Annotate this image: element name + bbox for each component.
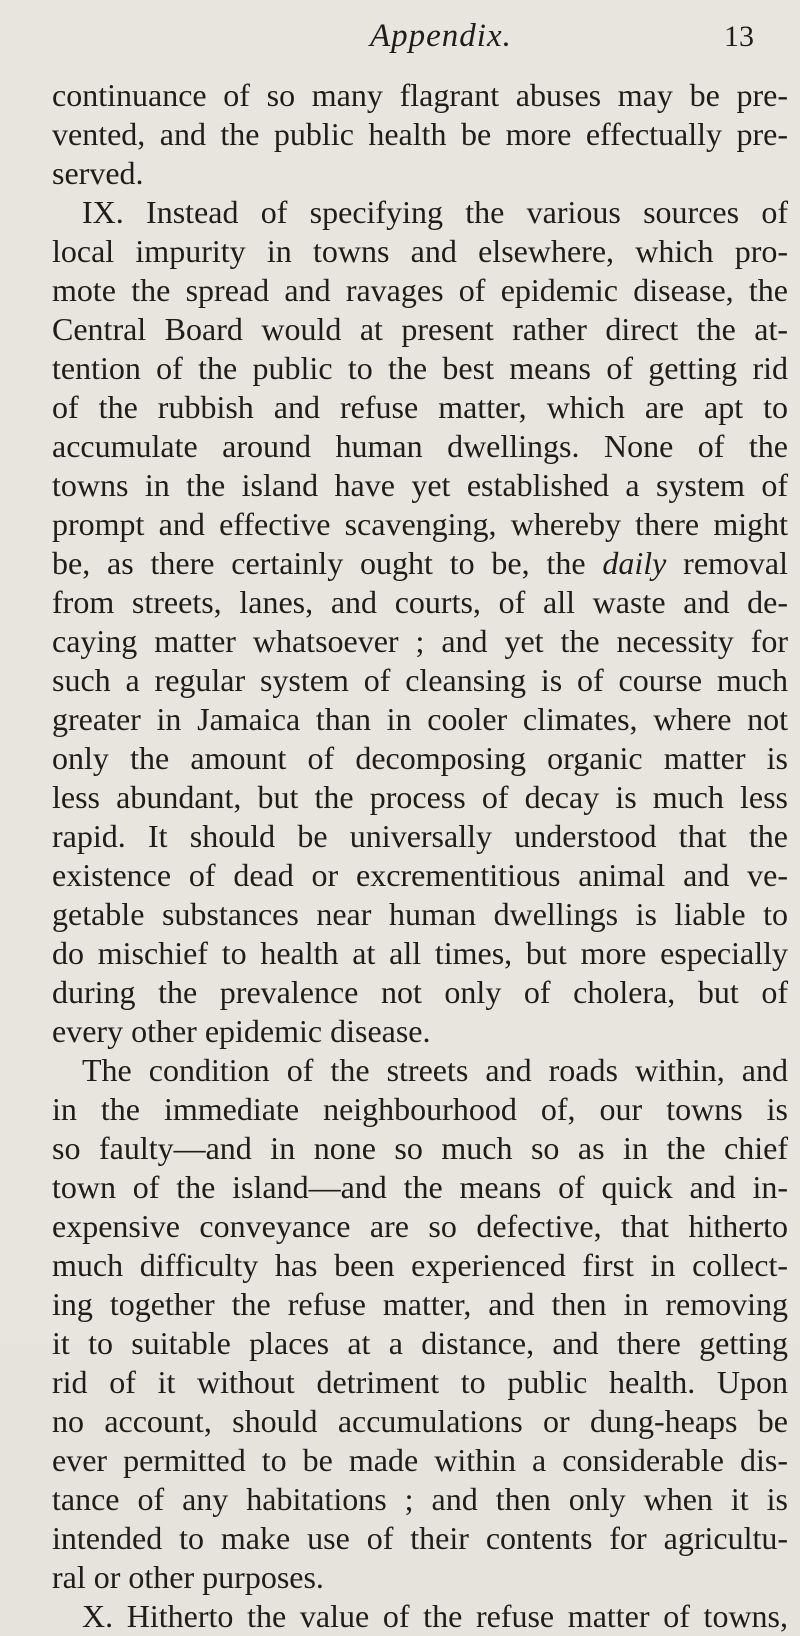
text-line: town of the island—and the means of quick and in- — [52, 1169, 788, 1205]
text-line: X. Hitherto the value of the refuse matter of towns, — [82, 1598, 788, 1634]
text-line: ral or other purposes. — [52, 1559, 324, 1595]
text-line: ing together the refuse matter, and then in removing — [52, 1286, 788, 1322]
text-line: such a regular system of cleansing is of course much — [52, 662, 788, 698]
text-line: IX. Instead of specifying the various sources of — [82, 194, 788, 230]
text-line: continuance of so many flagrant abuses may be pre- — [52, 77, 788, 113]
text-line: much difficulty has been experienced first in collect- — [52, 1247, 788, 1283]
text-line: towns in the island have yet established a system of — [52, 467, 788, 503]
text-line: ever permitted to be made within a considerable dis- — [52, 1442, 788, 1478]
text-line: only the amount of decomposing organic matter is — [52, 740, 788, 776]
text-line: mote the spread and ravages of epidemic disease, the — [52, 272, 788, 308]
text-line: do mischief to health at all times, but more especially — [52, 935, 788, 971]
body-text — [52, 76, 788, 1636]
text-line: of the rubbish and refuse matter, which are apt to — [52, 389, 788, 425]
text-line: every other epidemic disease. — [52, 1013, 431, 1049]
text-line: be, as there certainly ought to be, the daily removal — [52, 545, 789, 581]
text-line: local impurity in towns and elsewhere, which pro- — [52, 233, 788, 269]
text-line: it to suitable places at a distance, and there getting — [52, 1325, 788, 1361]
text-line: in the immediate neighbourhood of, our towns is — [52, 1091, 788, 1127]
text-line: intended to make use of their contents for agricultu- — [52, 1520, 788, 1556]
text-line: tention of the public to the best means of getting rid — [52, 350, 788, 386]
text-line: greater in Jamaica than in cooler climates, where not — [52, 701, 788, 737]
page-header — [0, 14, 800, 64]
text-line: caying matter whatsoever ; and yet the necessity for — [52, 623, 788, 659]
text-line: from streets, lanes, and courts, of all waste and de- — [52, 584, 788, 620]
text-line: during the prevalence not only of cholera, but of — [52, 974, 788, 1010]
text-line: accumulate around human dwellings. None of the — [52, 428, 788, 464]
text-line: so faulty—and in none so much so as in the chief — [52, 1130, 788, 1166]
running-head: Appendix. — [370, 18, 512, 54]
text-line: tance of any habitations ; and then only when it is — [52, 1481, 788, 1517]
text-line: vented, and the public health be more effectually pre- — [52, 116, 788, 152]
emphasis: daily — [602, 545, 667, 581]
text-line: served. — [52, 155, 144, 191]
text-line: The condition of the streets and roads within, and — [82, 1052, 788, 1088]
text-line: prompt and effective scavenging, whereby there might — [52, 506, 788, 542]
text-line: less abundant, but the process of decay is much less — [52, 779, 788, 815]
page-number: 13 — [724, 20, 754, 53]
text-line: Central Board would at present rather direct the at- — [52, 311, 788, 347]
text-line: rid of it without detriment to public health. Upon — [52, 1364, 788, 1400]
text-line: expensive conveyance are so defective, that hitherto — [52, 1208, 788, 1244]
text-line: existence of dead or excrementitious animal and ve- — [52, 857, 788, 893]
text-line: no account, should accumulations or dung-heaps be — [52, 1403, 788, 1439]
text-line: getable substances near human dwellings is liable to — [52, 896, 788, 932]
text-line: rapid. It should be universally understood that the — [52, 818, 788, 854]
